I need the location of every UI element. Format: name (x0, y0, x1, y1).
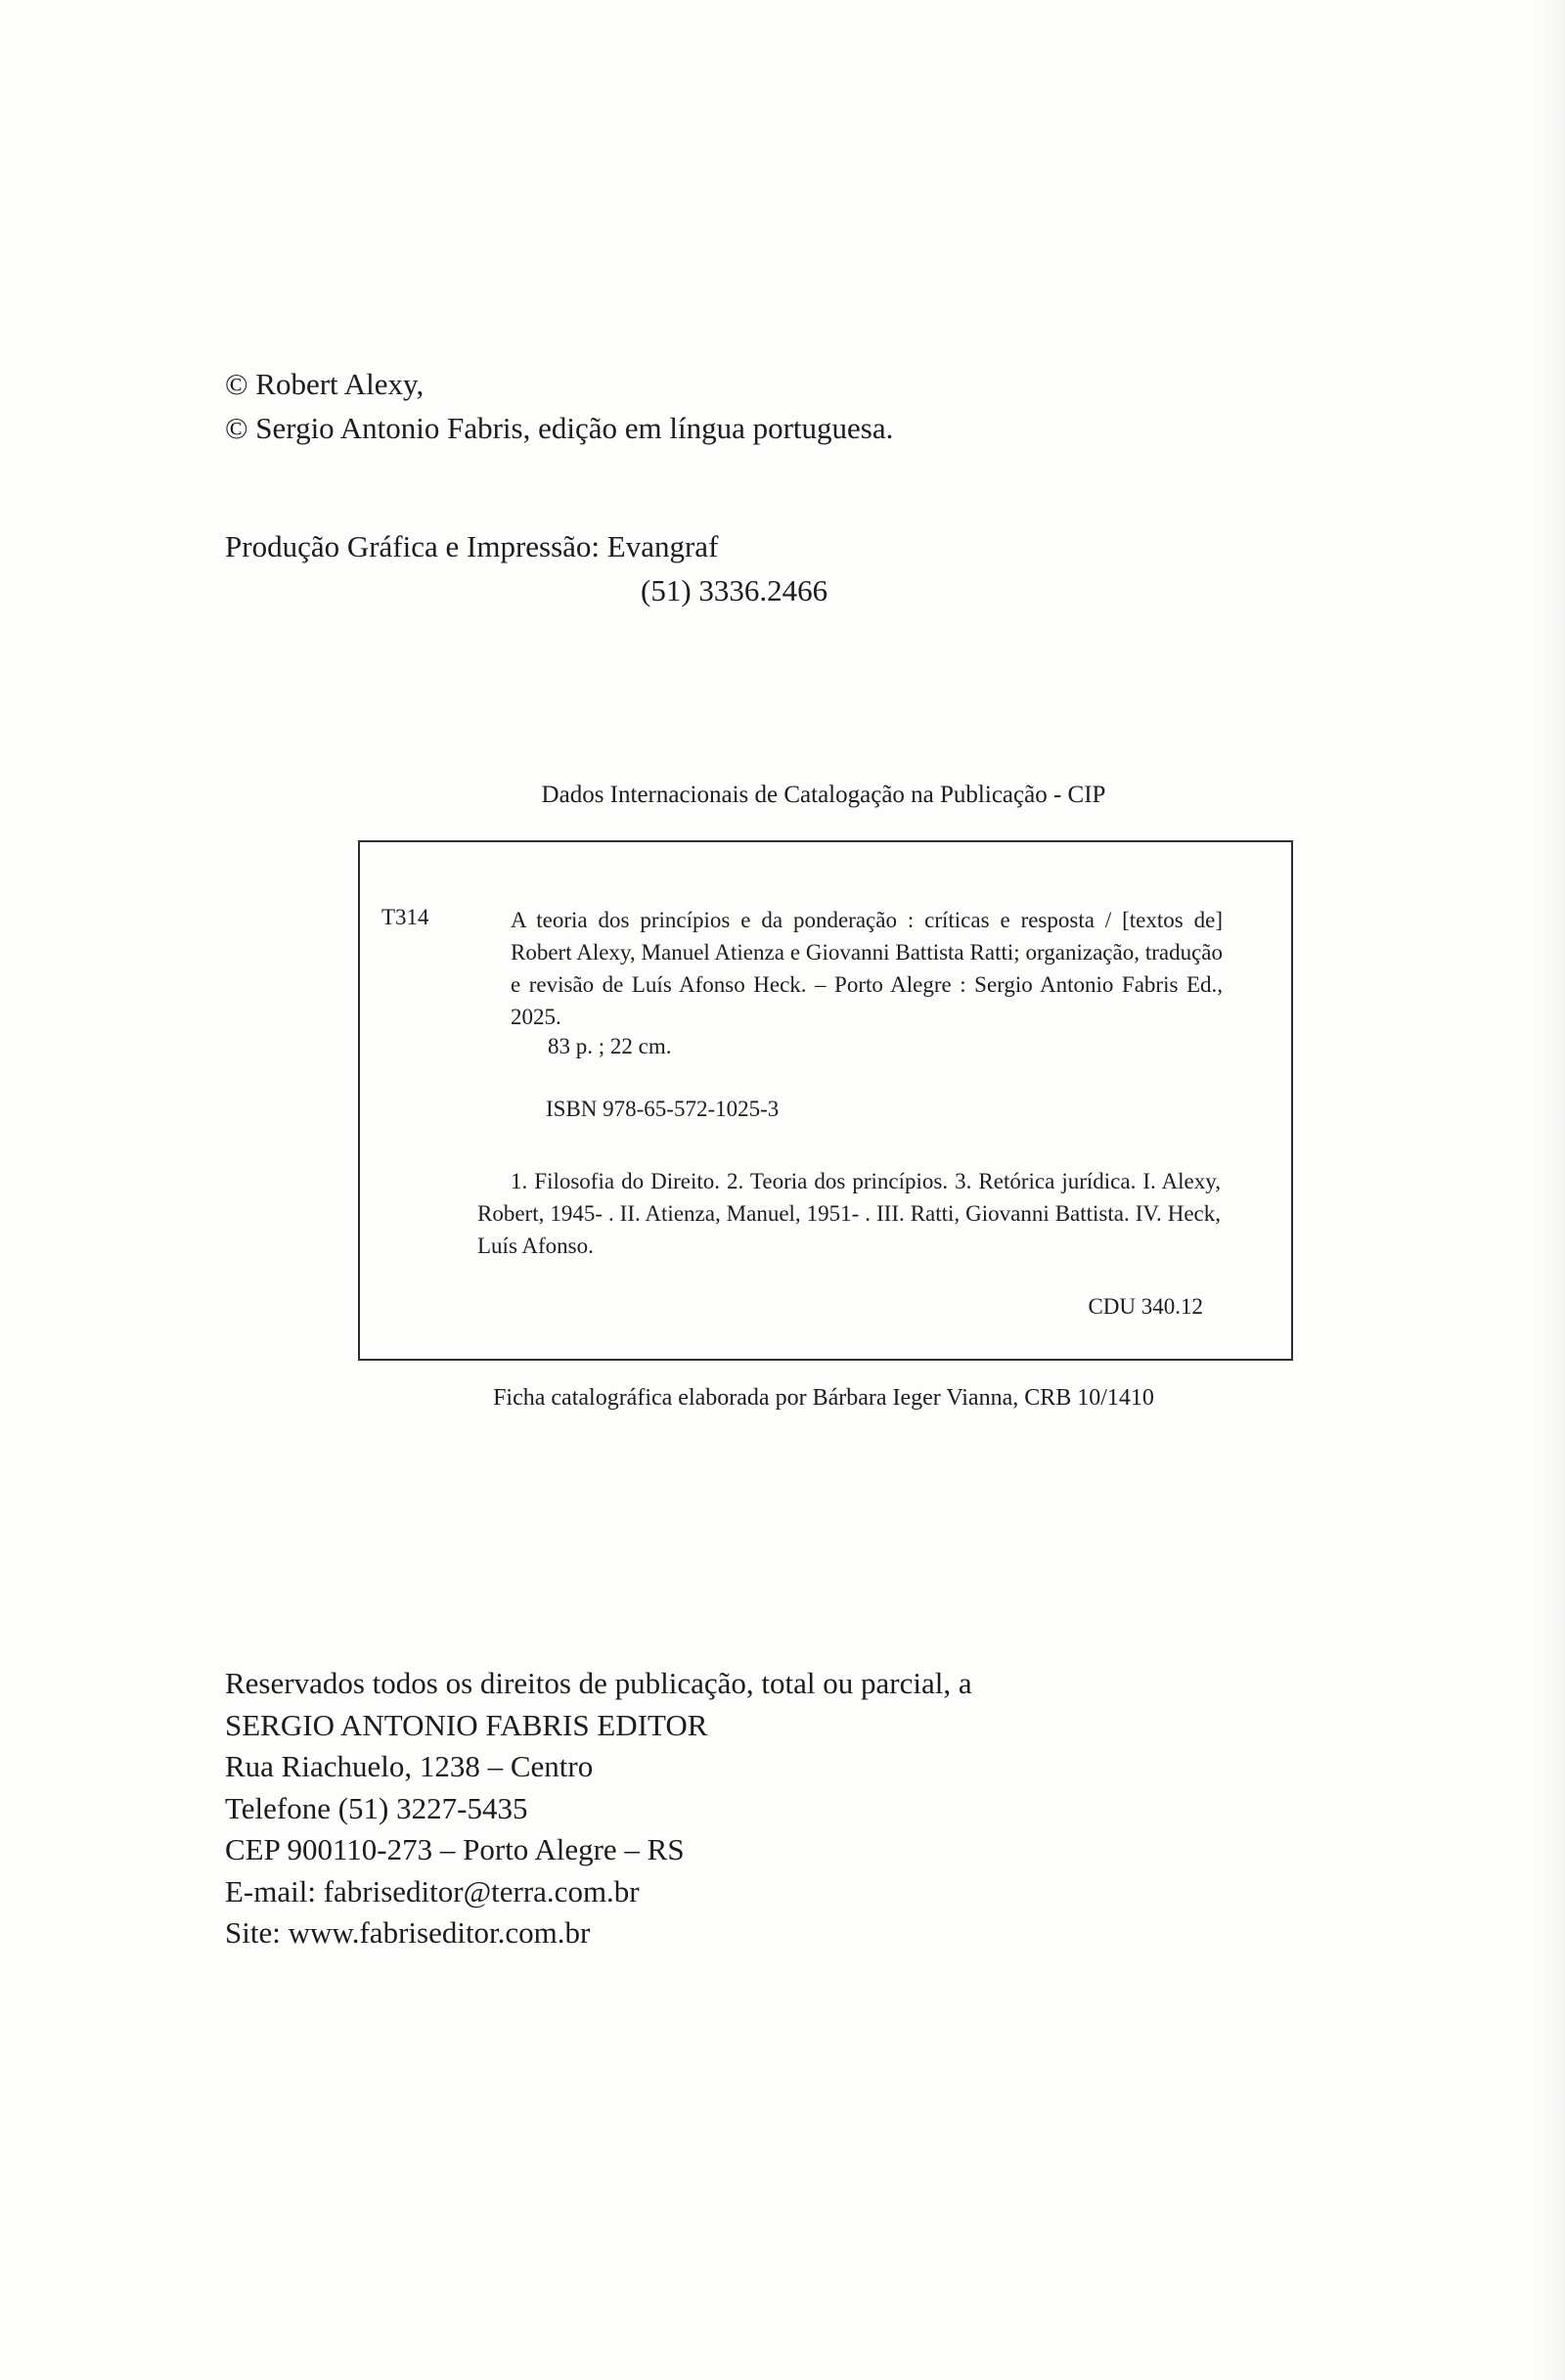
cip-collation: 83 p. ; 22 cm. (548, 1034, 672, 1058)
publisher-name-line: SERGIO ANTONIO FABRIS EDITOR (225, 1707, 708, 1742)
telephone-line: Telefone (51) 3227-5435 (225, 1790, 528, 1825)
copyright-block (225, 362, 893, 450)
cip-tracings: 1. Filosofia do Direito. 2. Teoria dos princípios. 3. Retórica jurídica. I. Alexy, Robert, 1945- . II. Atienza, Manuel, 1951- . III. Ratti, Giovanni Battista. IV. Heck, Luís Afonso. (477, 1169, 1221, 1258)
cip-isbn: ISBN 978-65-572-1025-3 (546, 1097, 780, 1121)
address-line: Rua Riachuelo, 1238 – Centro (225, 1749, 594, 1783)
copyright-line-publisher: © Sergio Antonio Fabris, edição em língua portuguesa. (225, 411, 894, 445)
site-line: Site: www.fabriseditor.com.br (225, 1915, 591, 1950)
cip-call-number: T314 (381, 905, 429, 929)
cip-heading: Dados Internacionais de Catalogação na Publicação - CIP (541, 782, 1106, 808)
production-credit-line: Produção Gráfica e Impressão: Evangraf (225, 529, 719, 563)
rights-block (225, 1663, 972, 1954)
email-line: E-mail: fabriseditor@terra.com.br (225, 1873, 640, 1908)
rights-line: Reservados todos os direitos de publicação, total ou parcial, a (225, 1666, 972, 1700)
cep-line: CEP 900110-273 – Porto Alegre – RS (225, 1832, 685, 1866)
cip-catalog-card (358, 840, 1293, 1361)
copyright-line-author: © Robert Alexy, (225, 367, 425, 401)
cip-cdu-number: CDU 340.12 (1088, 1294, 1203, 1319)
cip-description: A teoria dos princípios e da ponderação : críticas e resposta / [textos de] Robert Alexy, Manuel Atienza e Giovanni Battista Ratti; organização, tradução e revisão de Luís Afonso Heck. – Porto Alegre : Sergio Antonio Fabris Ed., 2025. (511, 908, 1223, 1029)
catalog-credit-line: Ficha catalográfica elaborada por Bárbara Ieger Vianna, CRB 10/1410 (493, 1385, 1154, 1411)
production-block (225, 524, 827, 612)
production-phone: (51) 3336.2466 (641, 573, 828, 607)
